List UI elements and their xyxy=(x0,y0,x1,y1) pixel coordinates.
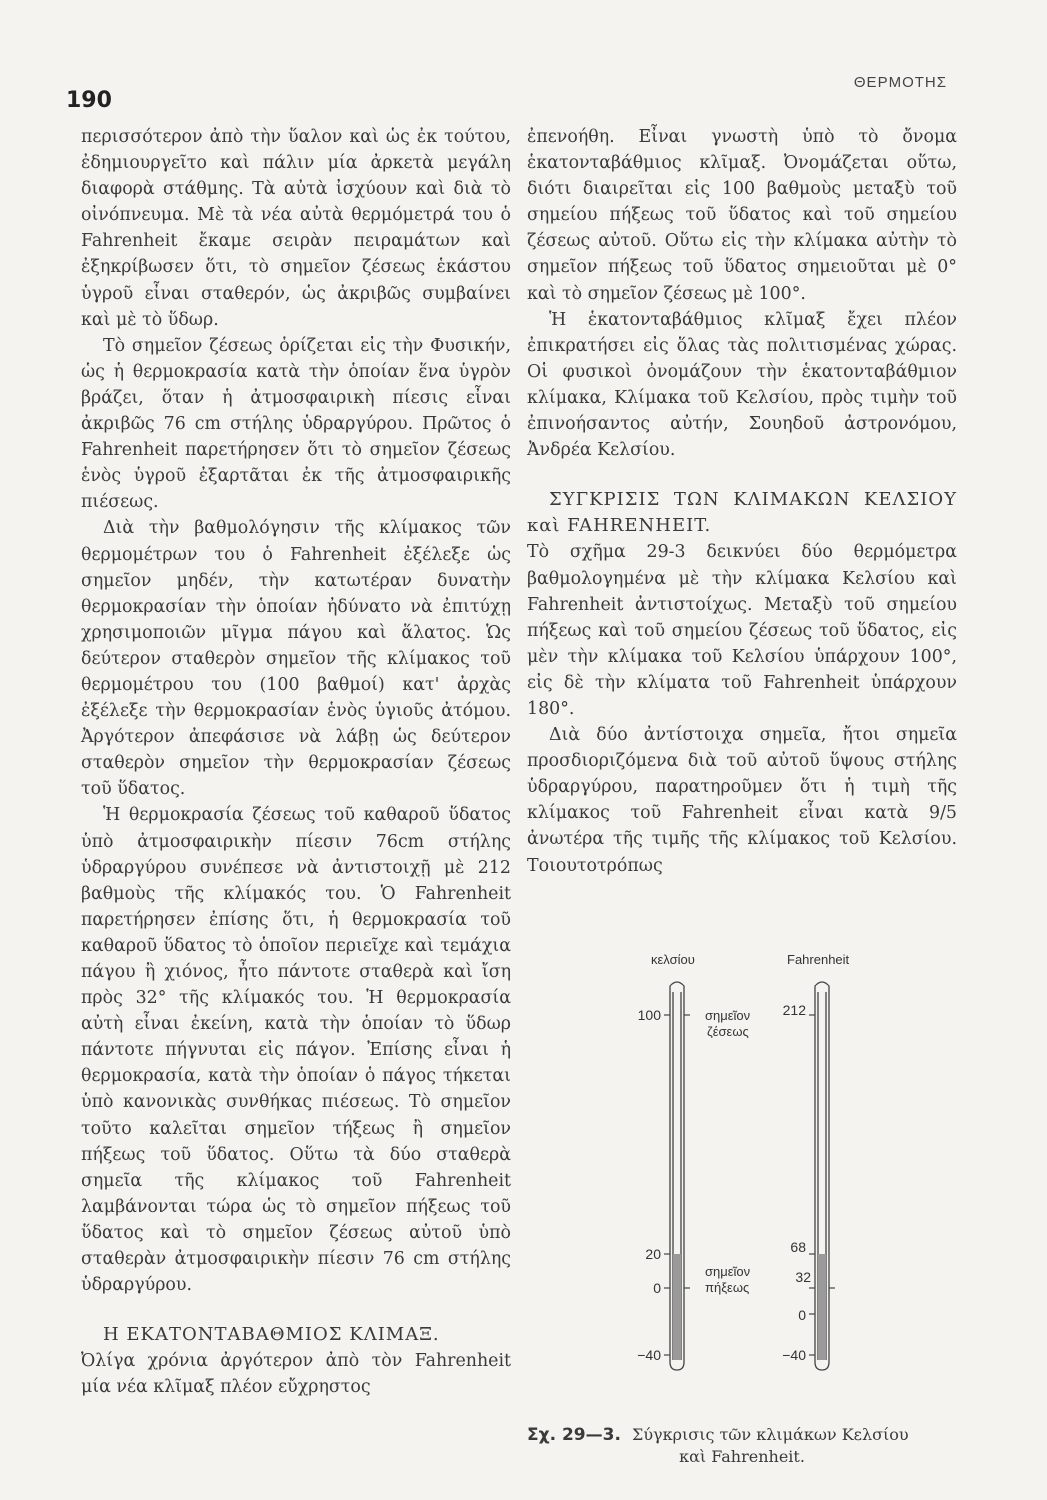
tick-label: 0 xyxy=(653,1280,661,1296)
freezing-point-label: σημεῖον xyxy=(705,1264,751,1279)
paragraph: ἐπενοήθη. Εἶναι γνωστὴ ὑπὸ τὸ ὄνομα ἑκατονταβάθμιος κλῖμαξ. Ὀνομάζεται οὕτω, διότι διαιρεῖται εἰς 100 βαθμοὺς μεταξὺ τοῦ σημείου πήξεως τοῦ ὕδατος καὶ τοῦ σημείου ζέσεως αὐτοῦ. Οὕτω εἰς τὴν κλίμακα αὐτὴν τὸ σημεῖον πήξεως τοῦ ὕδατος σημειοῦται μὲ 0° καὶ τὸ σημεῖον ζέσεως μὲ 100°. xyxy=(527,127,957,304)
tick-label: 32 xyxy=(795,1269,811,1285)
figure-caption xyxy=(527,1424,957,1468)
tick-label: 20 xyxy=(645,1246,661,1262)
thermometer-figure xyxy=(527,942,957,1422)
section-title: ΣΥΓΚΡΙΣΙΣ ΤΩΝ ΚΛΙΜΑΚΩΝ ΚΕΛΣΙΟΥ καὶ FAHRENHEIT. xyxy=(527,489,957,537)
fahrenheit-mercury xyxy=(818,1254,826,1360)
boiling-point-label: σημεῖον xyxy=(705,1008,751,1023)
celsius-mercury xyxy=(673,1254,681,1360)
section-title: Η ΕΚΑΤΟΝΤΑΒΑΘΜΙΟΣ ΚΛΙΜΑΞ. xyxy=(103,1324,440,1346)
tick-label: 212 xyxy=(782,1002,806,1018)
paragraph: Τὸ σημεῖον ζέσεως ὁρίζεται εἰς τὴν Φυσικήν, ὡς ἡ θερμοκρασία κατὰ τὴν ὁποίαν ἕνα ὑγρὸν βράζει, ὅταν ἡ ἀτμοσφαιρικὴ πίεσις εἶναι ἀκριβῶς 76 cm στήλης ὑδραργύρου. Πρῶτος ὁ Fahrenheit παρετήρησεν ὅτι τὸ σημεῖον ζέσεως ἑνὸς ὑγροῦ ἐξαρτᾶται ἐκ τῆς ἀτμοσφαιρικῆς πιέσεως. xyxy=(81,335,511,513)
tick-label: 0 xyxy=(798,1307,806,1323)
tick-label: 68 xyxy=(790,1239,806,1255)
paragraph: Διὰ δύο ἀντίστοιχα σημεῖα, ἤτοι σημεῖα προσδιοριζόμενα διὰ τοῦ αὐτοῦ ὕψους στήλης ὑδραργύρου, παρατηροῦμεν ὅτι ἡ τιμὴ τῆς κλίμακος τοῦ Fahrenheit εἶναι κατὰ 9/5 ἀνωτέρα τῆς τιμῆς τῆς κλίμακος τοῦ Κελσίου. Τοιουτοτρόπως xyxy=(527,725,957,876)
caption-text: καὶ Fahrenheit. xyxy=(679,1447,805,1466)
left-column xyxy=(81,124,511,1401)
celsius-label: κελσίου xyxy=(651,952,695,967)
paragraph: περισσότερον ἀπὸ τὴν ὕαλον καὶ ὡς ἐκ τούτου, ἐδημιουργεῖτο καὶ πάλιν μία ἀρκετὰ μεγάλη διαφορὰ στάθμης. Τὰ αὐτὰ ἰσχύουν καὶ διὰ τὸ οἰνόπνευμα. Μὲ τὰ νέα αὐτὰ θερμόμετρά του ὁ Fahrenheit ἔκαμε σειρὰν πειραμάτων καὶ ἐξηκρίβωσεν ὅτι, τὸ σημεῖον ζέσεως ἑκάστου ὑγροῦ εἶναι σταθερόν, ὡς ἀκριβῶς συμβαίνει καὶ μὲ τὸ ὕδωρ. xyxy=(81,127,511,330)
boiling-point-label: ζέσεως xyxy=(707,1024,749,1039)
running-head: ΘΕΡΜΟΤΗΣ xyxy=(853,74,947,91)
tick-label: −40 xyxy=(782,1347,806,1363)
page-number: 190 xyxy=(66,88,112,113)
figure-number: Σχ. 29—3. xyxy=(527,1425,621,1445)
tick-label: 100 xyxy=(637,1007,661,1023)
right-column xyxy=(527,124,957,879)
fahrenheit-label: Fahrenheit xyxy=(787,952,850,967)
paragraph: Ἡ ἑκατονταβάθμιος κλῖμαξ ἔχει πλέον ἐπικρατήσει εἰς ὅλας τὰς πολιτισμένας χώρας. Οἱ φυσικοὶ ὀνομάζουν τὴν ἑκατονταβάθμιον κλίμακα, Κλίμακα τοῦ Κελσίου, πρὸς τιμὴν τοῦ ἐπινοήσαντος αὐτήν, Σουηδοῦ ἀστρονόμου, Ἀνδρέα Κελσίου. xyxy=(527,309,957,461)
paragraph: Ἡ θερμοκρασία ζέσεως τοῦ καθαροῦ ὕδατος ὑπὸ ἀτμοσφαιρικὴν πίεσιν 76cm στήλης ὑδραργύρου συνέπεσε νὰ ἀντιστοιχῇ μὲ 212 βαθμοὺς τῆς κλίμακός του. Ὁ Fahrenheit παρετήρησεν ἐπίσης ὅτι, ἡ θερμοκρασία τοῦ καθαροῦ ὕδατος τὸ ὁποῖον περιεῖχε καὶ τεμάχια πάγου ἢ χιόνος, ἦτο πάντοτε σταθερὰ καὶ ἴση πρὸς 32° τῆς κλίμακός του. Ἡ θερμοκρασία αὐτὴ εἶναι ἐκείνη, κατὰ τὴν ὁποίαν τὸ ὕδωρ πάντοτε πήγνυται εἰς πάγον. Ἐπίσης εἶναι ἡ θερμοκρασία, κατὰ τὴν ὁποίαν ὁ πάγος τήκεται ὑπὸ κανονικὰς συνθήκας πιέσεως. Τὸ σημεῖον τοῦτο καλεῖται σημεῖον τήξεως ἢ σημεῖον πήξεως τοῦ ὕδατος. Οὕτω τὰ δύο σταθερὰ σημεῖα τῆς κλίμακος τοῦ Fahrenheit λαμβάνονται τώρα ὡς τὸ σημεῖον πήξεως τοῦ ὕδατος καὶ τὸ σημεῖον ζέσεως αὐτοῦ ὑπὸ σταθερὰν ἀτμοσφαιρικὴν πίεσιν 76 cm στήλης ὑδραργύρου. xyxy=(81,805,511,1296)
thermometer-diagram xyxy=(527,942,957,1422)
paragraph: Ὀλίγα χρόνια ἀργότερον ἀπὸ τὸν Fahrenheit μία νέα κλῖμαξ πλέον εὔχρηστος xyxy=(81,1351,511,1398)
paragraph: Διὰ τὴν βαθμολόγησιν τῆς κλίμακος τῶν θερμομέτρων του ὁ Fahrenheit ἐξέλεξε ὡς σημεῖον μηδέν, τὴν κατωτέραν δυνατὴν θερμοκρασίαν τὴν ὁποίαν ἠδύνατο νὰ ἐπιτύχῃ χρησιμοποιῶν μῖγμα πάγου καὶ ἅλατος. Ὡς δεύτερον σταθερὸν σημεῖον τῆς κλίμακος τοῦ θερμομέτρου του (100 βαθμοί) κατ' ἀρχὰς ἐξέλεξε τὴν θερμοκρασίαν ἑνὸς ὑγιοῦς ἀτόμου. Ἀργότερον ἀπεφάσισε νὰ λάβῃ ὡς δεύτερον σταθερὸν σημεῖον τὴν θερμοκρασίαν ζέσεως τοῦ ὕδατος. xyxy=(81,518,511,800)
caption-text: Σύγκρισις τῶν κλιμάκων Κελσίου xyxy=(632,1425,909,1444)
freezing-point-label: πήξεως xyxy=(705,1280,750,1295)
tick-label: −40 xyxy=(637,1347,661,1363)
paragraph: Τὸ σχῆμα 29-3 δεικνύει δύο θερμόμετρα βαθμολογημένα μὲ τὴν κλίμακα Κελσίου καὶ Fahrenheit ἀντιστοίχως. Μεταξὺ τοῦ σημείου πήξεως καὶ τοῦ σημείου ζέσεως τοῦ ὕδατος, εἰς μὲν τὴν κλίμακα τοῦ Κελσίου ὑπάρχουν 100°, εἰς δὲ τὴν κλίματα τοῦ Fahrenheit ὑπάρχουν 180°. xyxy=(527,542,957,719)
